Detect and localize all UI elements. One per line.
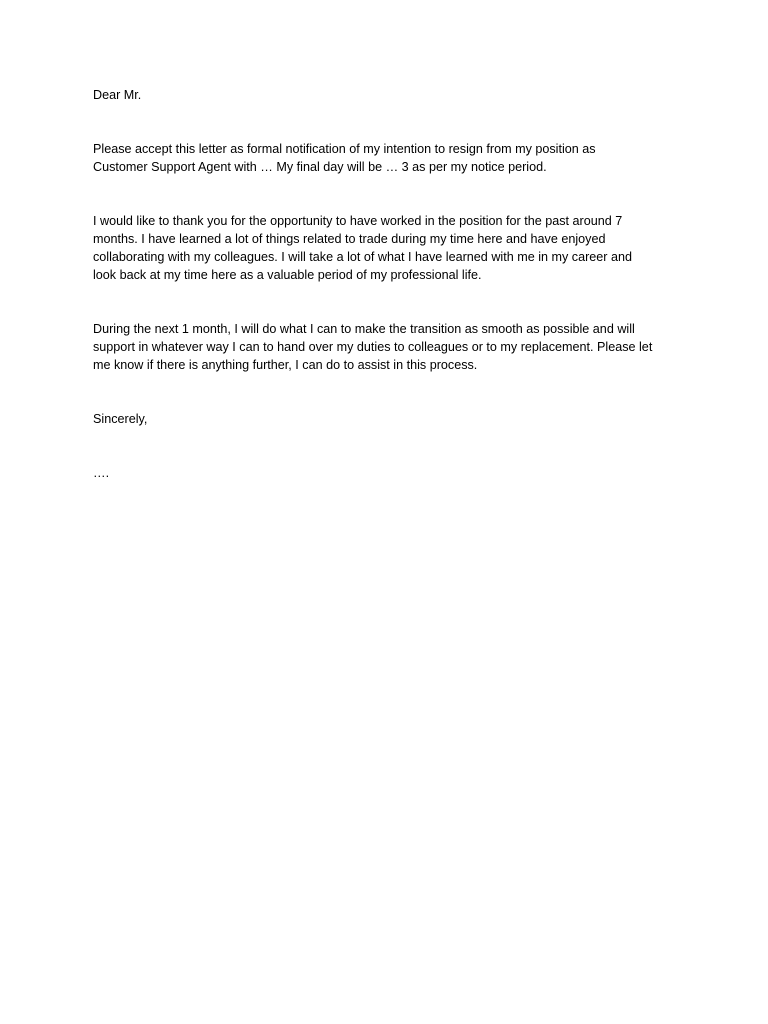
closing bbox=[93, 410, 693, 428]
paragraph-2 bbox=[93, 212, 693, 284]
paragraph-2-line-4: look back at my time here as a valuable period of my professional life. bbox=[93, 268, 482, 282]
paragraph-spacer bbox=[93, 104, 693, 140]
closing-text: Sincerely, bbox=[93, 412, 148, 426]
paragraph-3-line-2: support in whatever way I can to hand over my duties to colleagues or to my replacement. Please let bbox=[93, 340, 653, 354]
signature bbox=[93, 464, 693, 482]
paragraph-3 bbox=[93, 320, 693, 374]
signature-text: …. bbox=[93, 466, 110, 480]
paragraph-2-line-2: months. I have learned a lot of things related to trade during my time here and have enjoyed bbox=[93, 232, 606, 246]
paragraph-2-line-3: collaborating with my colleagues. I will take a lot of what I have learned with me in my career and bbox=[93, 250, 632, 264]
salutation-text: Dear Mr. bbox=[93, 88, 142, 102]
paragraph-1 bbox=[93, 140, 693, 176]
resignation-letter bbox=[93, 86, 693, 482]
paragraph-spacer bbox=[93, 374, 693, 410]
paragraph-3-line-3: me know if there is anything further, I can do to assist in this process. bbox=[93, 358, 478, 372]
paragraph-spacer bbox=[93, 284, 693, 320]
salutation bbox=[93, 86, 693, 104]
paragraph-3-line-1: During the next 1 month, I will do what I can to make the transition as smooth as possible and will bbox=[93, 322, 635, 336]
paragraph-1-line-2: Customer Support Agent with … My final day will be … 3 as per my notice period. bbox=[93, 160, 547, 174]
paragraph-spacer bbox=[93, 428, 693, 464]
paragraph-spacer bbox=[93, 176, 693, 212]
paragraph-2-line-1: I would like to thank you for the opportunity to have worked in the position for the past around 7 bbox=[93, 214, 623, 228]
paragraph-1-line-1: Please accept this letter as formal notification of my intention to resign from my position as bbox=[93, 142, 596, 156]
